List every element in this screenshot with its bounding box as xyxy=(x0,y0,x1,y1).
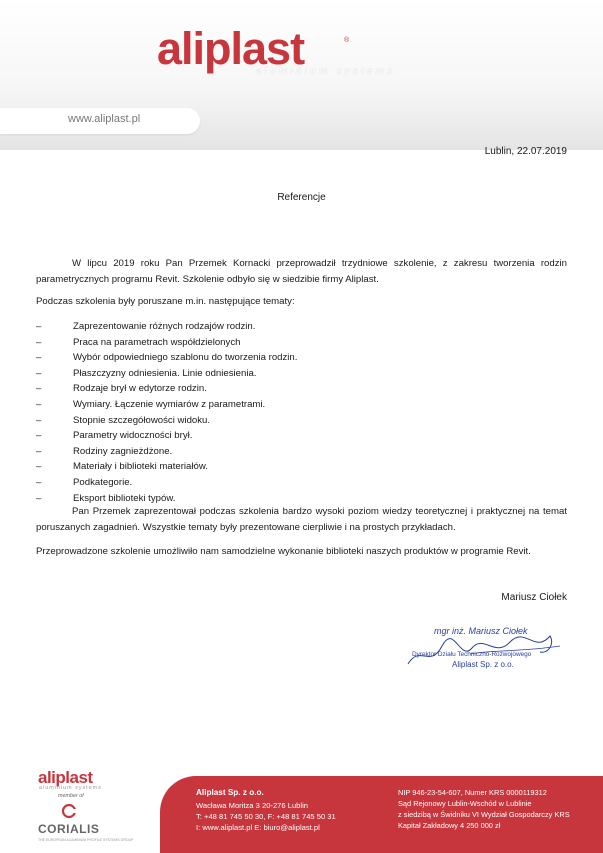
topic-text: Podkategorie. xyxy=(73,476,133,488)
topic-dash: – xyxy=(36,352,42,364)
footer-registry-line: z siedzibą w Świdniku VI Wydział Gospodarczy KRS xyxy=(398,810,570,819)
signer-name: Mariusz Ciołek xyxy=(501,592,567,603)
topic-dash: – xyxy=(36,367,42,379)
topic-item xyxy=(36,413,297,429)
aliplast-logo: aliplast xyxy=(157,23,305,74)
letter-date: Lublin, 22.07.2019 xyxy=(484,146,567,157)
footer-address: Wacława Moritza 3 20-276 Lublin xyxy=(196,801,308,810)
topic-dash: – xyxy=(36,414,42,426)
topics-lead: Podczas szkolenia były poruszane m.in. następujące tematy: xyxy=(36,296,295,307)
topics-list xyxy=(36,319,297,506)
topic-text: Zaprezentowanie różnych rodzajów rodzin. xyxy=(73,321,256,332)
letter-title: Referencje xyxy=(277,192,326,203)
footer-company: Aliplast Sp. z o.o. xyxy=(196,788,264,797)
topic-text: Wymiary. Łączenie wymiarów z parametrami. xyxy=(73,398,266,410)
corialis-logo: CORIALIS xyxy=(38,822,100,836)
topic-item xyxy=(36,397,297,413)
topic-dash: – xyxy=(36,336,42,348)
stamp-position: Dyrektor Działu Techniczno-Rozwojowego xyxy=(412,651,532,658)
registered-mark: ® xyxy=(344,37,350,44)
topic-item xyxy=(36,459,297,475)
topic-dash: – xyxy=(36,476,42,488)
topic-text: Wybór odpowiedniego szablonu do tworzenia rodzin. xyxy=(73,352,298,364)
topic-text: Stopnie szczegółowości widoku. xyxy=(73,414,211,426)
evaluation-paragraph: Pan Przemek zaprezentował podczas szkolenia bardzo wysoki poziom wiedzy teoretycznej i praktycznej na temat poruszanych zagadnień. Wszystkie tematy były prezentowane cierpliwie i na prostych przykładach. xyxy=(36,506,567,533)
topic-text: Praca na parametrach współdzielonych xyxy=(73,336,241,348)
topic-item xyxy=(36,319,297,335)
topic-item xyxy=(36,366,297,382)
footer-registry-line: Kapitał Zakładowy 4 250 000 zł xyxy=(398,821,501,830)
topic-dash: – xyxy=(36,430,42,442)
corialis-subtitle: THE EUROPEAN ALUMINIUM PROFILE SYSTEMS GROUP xyxy=(38,838,134,842)
topic-text: Materiały i biblioteki materiałów. xyxy=(73,461,208,473)
topic-text: Parametry widoczności brył. xyxy=(73,430,193,442)
footer-contact xyxy=(196,787,336,833)
topic-dash: – xyxy=(36,492,42,504)
topic-item xyxy=(36,335,297,351)
footer-logo: aliplast xyxy=(38,768,93,787)
topic-text: Rodziny zagnieżdżone. xyxy=(73,445,173,457)
topic-item xyxy=(36,381,297,397)
topic-dash: – xyxy=(36,398,42,410)
topic-dash: – xyxy=(36,383,42,395)
topic-item xyxy=(36,350,297,366)
footer-registry-line: Sąd Rejonowy Lublin-Wschód w Lublinie xyxy=(398,799,532,808)
footer-registry-line: NIP 946-23-54-607, Numer KRS 0000119312 xyxy=(398,788,547,797)
website-link[interactable]: www.aliplast.pl xyxy=(68,113,141,125)
topic-item xyxy=(36,428,297,444)
stamp-name: mgr inż. Mariusz Ciołek xyxy=(434,626,528,636)
logo-tagline: aluminium systems xyxy=(256,66,396,77)
topic-dash: – xyxy=(36,321,42,332)
stamp-company: Aliplast Sp. z o.o. xyxy=(452,660,514,669)
topic-item xyxy=(36,444,297,460)
topic-text: Eksport biblioteki typów. xyxy=(73,492,176,504)
topic-text: Rodzaje brył w edytorze rodzin. xyxy=(73,383,207,395)
footer-registry xyxy=(398,787,570,831)
outcome-paragraph: Przeprowadzone szkolenie umożliwiło nam samodzielne wykonanie biblioteki naszych produktów w programie Revit. xyxy=(36,546,531,557)
footer-phone: T: +48 81 745 50 30, F: +48 81 745 50 31 xyxy=(196,812,336,821)
corialis-icon xyxy=(62,804,76,818)
member-of-label: member of xyxy=(58,793,84,799)
topic-text: Płaszczyzny odniesienia. Linie odniesienia. xyxy=(73,367,257,379)
topic-item xyxy=(36,475,297,491)
intro-paragraph: W lipcu 2019 roku Pan Przemek Kornacki przeprowadził trzydniowe szkolenie, z zakresu tworzenia rodzin parametrycznych programu Revit. Szkolenie odbyło się w siedzibie firmy Aliplast. xyxy=(36,258,567,285)
footer-web-email[interactable]: I: www.aliplast.pl E: biuro@aliplast.pl xyxy=(196,823,320,832)
topic-dash: – xyxy=(36,461,42,473)
topic-dash: – xyxy=(36,445,42,457)
footer-logo-tagline: aluminium systems xyxy=(39,785,102,791)
